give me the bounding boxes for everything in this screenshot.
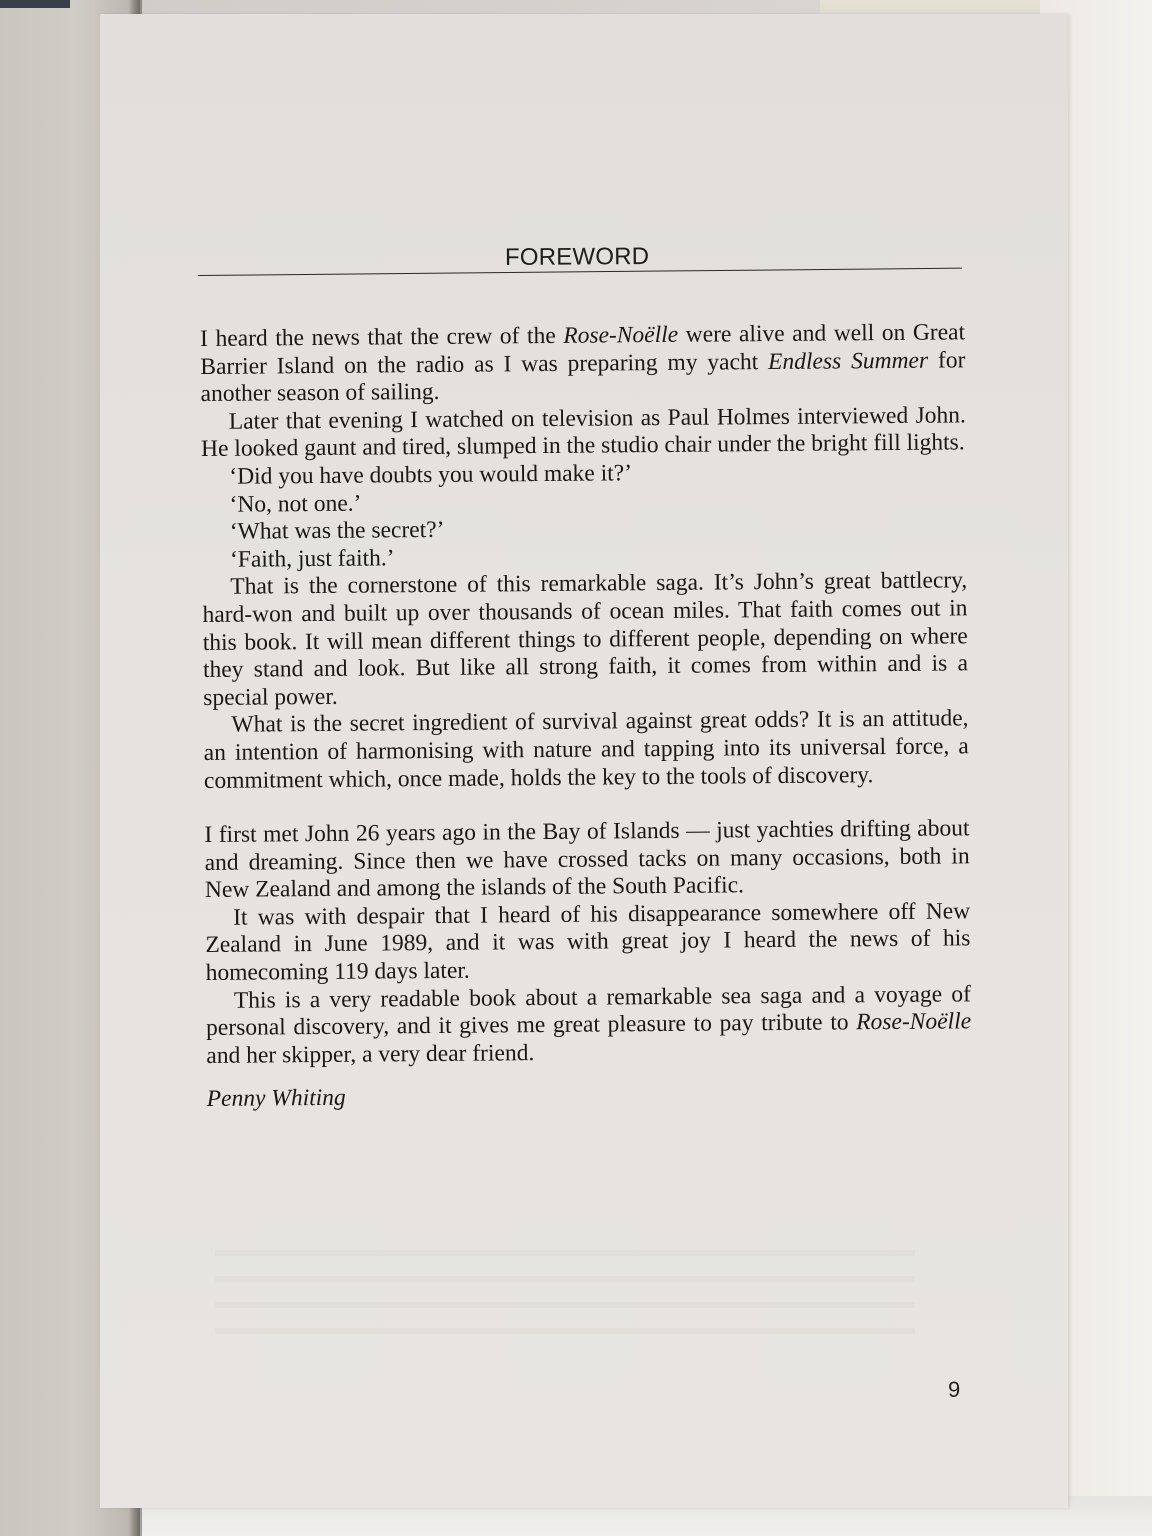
p7-text-c: and her skipper, a very dear friend. (206, 1039, 535, 1069)
running-head: FOREWORD (504, 242, 650, 271)
p1-text-e: for another season of sailing. (200, 346, 966, 408)
paragraph-7 (206, 981, 972, 1070)
dialogue-line-3: ‘What was the secret?’ (229, 517, 445, 545)
signature: Penny Whiting (206, 1085, 346, 1113)
paragraph-5: I first met John 26 years ago in the Bay of Islands — just yachties drifting about and dreaming. Since then we have crossed tacks on many occasions, both in New Zealand and among the islands of the South Pacific. (204, 815, 970, 904)
paragraph-4: What is the secret ingredient of survival against great odds? It is an attitude, an intention of harmonising with nature and tapping into its universal force, a commitment which, once made, holds the key to the tools of discovery. (203, 705, 969, 794)
show-through-text (215, 1230, 915, 1350)
p1-text-c: were alive and well on Great Barrier Island on the radio as I was preparing my yacht (200, 319, 966, 380)
dialogue-line-4: ‘Faith, just faith.’ (229, 545, 395, 573)
boat-name: Rose-Noëlle (563, 321, 679, 349)
paragraph-2: Later that evening I watched on television as Paul Holmes interviewed John. He looked gaunt and tired, slumped in the studio chair under the bright fill lights. (200, 402, 966, 463)
p7-text-a: This is a very readable book about a remarkable sea saga and a voyage of personal discovery, and it gives me great pleasure to pay tribute to (206, 980, 971, 1042)
yacht-name: Endless Summer (767, 347, 929, 375)
dialogue-line-1: ‘Did you have doubts you would make it?’ (229, 460, 633, 490)
p1-text-a: I heard the news that the crew of the (200, 322, 564, 352)
paragraph-6: It was with despair that I heard of his disappearance somewhere off New Zealand in June 1989, and it was with great joy I heard the news of his homecoming 119 days later. (205, 898, 971, 987)
boat-name-2: Rose-Noëlle (856, 1008, 972, 1036)
paragraph-3: That is the cornerstone of this remarkable saga. It’s John’s great battlecry, hard-won and built up over thousands of ocean miles. That faith comes out in this book. It will mean different things to different people, depending on where they stand and look. But like all strong faith, it comes from within and is a special power. (202, 567, 969, 711)
paragraph-1 (200, 319, 966, 408)
foreword-text (200, 319, 972, 1114)
dialogue-line-2: ‘No, not one.’ (229, 490, 362, 518)
dark-corner (0, 0, 70, 8)
page-number: 9 (948, 1377, 961, 1402)
